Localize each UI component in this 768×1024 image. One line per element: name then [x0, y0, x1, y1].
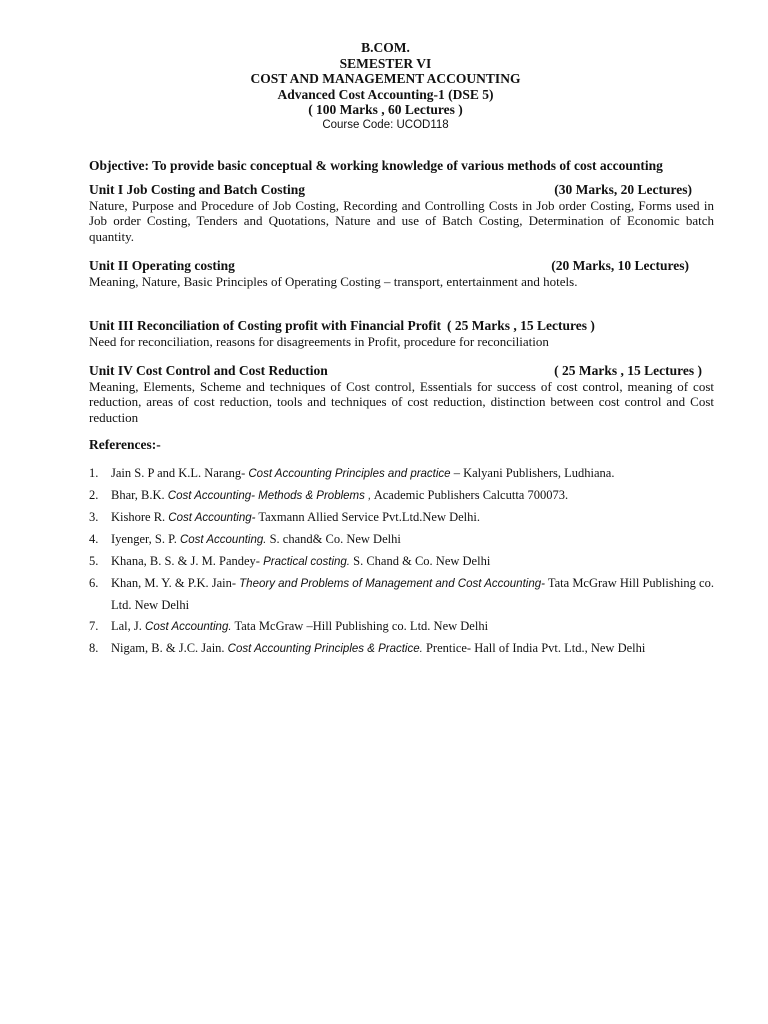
reference-title: Cost Accounting. [145, 620, 232, 633]
reference-number: 7. [89, 618, 99, 633]
unit-heading [89, 182, 714, 198]
reference-publisher: Taxmann Allied Service Pvt.Ltd.New Delhi. [255, 509, 481, 524]
reference-authors: Bhar, B.K. [111, 487, 168, 502]
unit-description: Need for reconciliation, reasons for disagreements in Profit, procedure for reconciliation [89, 333, 549, 349]
reference-item [89, 573, 714, 616]
reference-number: 5. [89, 553, 99, 568]
reference-title: Cost Accounting. [179, 533, 267, 546]
reference-publisher: Tata McGraw Hill Publishing co. Ltd. New Delhi [111, 575, 714, 612]
reference-title: Cost Accounting Principles & Practice. [227, 642, 423, 655]
unit-title: Unit III Reconciliation of Costing profit with Financial Profit [89, 318, 442, 333]
syllabus-page [89, 40, 714, 660]
unit-marks: (20 Marks, 10 Lectures) [551, 258, 689, 273]
unit-heading [89, 363, 714, 379]
unit-section [89, 258, 714, 289]
reference-title: Cost Accounting- Methods & Problems , [167, 489, 372, 502]
reference-title: Practical costing. [263, 555, 351, 568]
semester-title: SEMESTER VI [339, 55, 432, 71]
unit-title: Unit I Job Costing and Batch Costing [89, 182, 306, 197]
objective-text: Objective: To provide basic conceptual & working knowledge of various methods of cost accounting [89, 157, 663, 173]
references-list [89, 463, 714, 660]
reference-title: Cost Accounting- [168, 511, 256, 524]
reference-title: Cost Accounting Principles and practice [248, 467, 451, 480]
unit-heading [89, 258, 714, 274]
reference-publisher: Prentice- Hall of India Pvt. Ltd., New Delhi [422, 640, 646, 655]
reference-item [89, 507, 714, 529]
reference-number: 6. [89, 575, 99, 590]
paper-title: Advanced Cost Accounting-1 (DSE 5) [277, 86, 494, 102]
reference-number: 8. [89, 640, 99, 655]
reference-item [89, 463, 714, 485]
reference-authors: Iyenger, S. P. [111, 531, 180, 546]
unit-title: Unit IV Cost Control and Cost Reduction [89, 363, 328, 378]
reference-publisher: – Kalyani Publishers, Ludhiana. [450, 465, 615, 480]
document-header [73, 40, 698, 132]
degree-title: B.COM. [361, 40, 410, 55]
reference-authors: Khana, B. S. & J. M. Pandey- [111, 553, 264, 568]
reference-publisher: S. Chand & Co. New Delhi [350, 553, 491, 568]
total-marks: ( 100 Marks , 60 Lectures ) [308, 102, 463, 117]
unit-description: Meaning, Nature, Basic Principles of Operating Costing – transport, entertainment and hotels. [89, 273, 578, 289]
course-code: Course Code: UCOD118 [322, 118, 449, 131]
reference-number: 2. [89, 487, 99, 502]
reference-item [89, 551, 714, 573]
reference-item [89, 638, 714, 660]
unit-marks: ( 25 Marks , 15 Lectures ) [554, 363, 702, 378]
reference-authors: Lal, J. [111, 618, 146, 633]
unit-description: Meaning, Elements, Scheme and techniques of Cost control, Essentials for success of cost control, meaning of cost reduction, areas of cost reduction, tools and techniques of cost reduction, distinction between cost control and Cost reduction [89, 378, 714, 425]
reference-number: 4. [89, 531, 99, 546]
reference-title: Theory and Problems of Management and Cost Accounting- [239, 577, 545, 590]
unit-title: Unit II Operating costing [89, 258, 235, 273]
unit-marks: ( 25 Marks , 15 Lectures ) [447, 318, 595, 333]
reference-authors: Jain S. P and K.L. Narang- [111, 465, 249, 480]
reference-publisher: S. chand& Co. New Delhi [266, 531, 401, 546]
unit-section [89, 182, 714, 244]
subject-title: COST AND MANAGEMENT ACCOUNTING [250, 71, 521, 86]
reference-number: 1. [89, 465, 99, 480]
unit-section [89, 318, 714, 349]
reference-authors: Khan, M. Y. & P.K. Jain- [111, 575, 240, 590]
unit-section [89, 363, 714, 425]
unit-heading [89, 318, 714, 334]
reference-item [89, 485, 714, 507]
reference-publisher: Academic Publishers Calcutta 700073. [371, 487, 569, 502]
unit-marks: (30 Marks, 20 Lectures) [554, 182, 692, 197]
reference-authors: Kishore R. [111, 509, 169, 524]
unit-description: Nature, Purpose and Procedure of Job Costing, Recording and Controlling Costs in Job order Costing, Forms used in Job order Costing, Tenders and Quotations, Nature and use of Batch Costing, Determination of Economic batch quantity. [89, 197, 714, 244]
reference-item [89, 616, 714, 638]
references-heading: References:- [89, 437, 161, 452]
reference-item [89, 529, 714, 551]
reference-number: 3. [89, 509, 99, 524]
reference-publisher: Tata McGraw –Hill Publishing co. Ltd. New Delhi [231, 618, 489, 633]
reference-authors: Nigam, B. & J.C. Jain. [111, 640, 228, 655]
